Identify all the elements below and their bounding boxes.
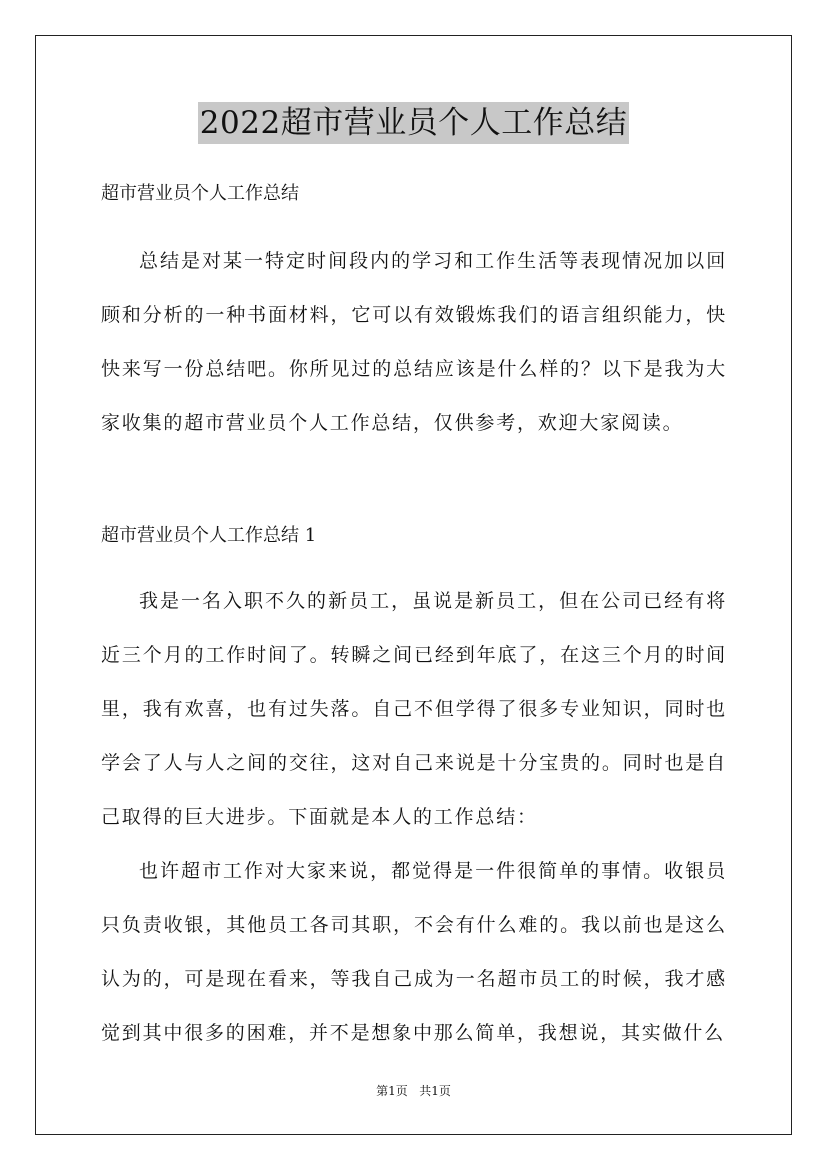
- section-1-heading: 超市营业员个人工作总结 1: [101, 525, 317, 546]
- document-body: [101, 176, 727, 1060]
- section-1-paragraph-1: 我是一名入职不久的新员工，虽说是新员工，但在公司已经有将近三个月的工作时间了。转瞬之间已经到年底了，在这三个月的时间里，我有欢喜，也有过失落。自己不但学得了很多专业知识，同时也学会了人与人之间的交往，这对自己来说是十分宝贵的。同时也是自己取得的巨大进步。下面就是本人的工作总结：: [101, 590, 727, 828]
- section-1-paragraph-2: 也许超市工作对大家来说，都觉得是一件很简单的事情。收银员只负责收银，其他员工各司其职，不会有什么难的。我以前也是这么认为的，可是现在看来，等我自己成为一名超市员工的时候，我才感觉到其中很多的困难，并不是想象中那么简单，我想说，其实做什么: [101, 860, 727, 1044]
- title-container: [0, 102, 827, 144]
- page-footer: 第1页 共1页: [376, 1084, 451, 1098]
- intro-heading: 超市营业员个人工作总结: [101, 183, 299, 204]
- document-title: 2022超市营业员个人工作总结: [198, 102, 629, 144]
- intro-paragraph: 总结是对某一特定时间段内的学习和工作生活等表现情况加以回顾和分析的一种书面材料，它可以有效锻炼我们的语言组织能力，快快来写一份总结吧。你所见过的总结应该是什么样的？以下是我为大家收集的超市营业员个人工作总结，仅供参考，欢迎大家阅读。: [101, 250, 727, 434]
